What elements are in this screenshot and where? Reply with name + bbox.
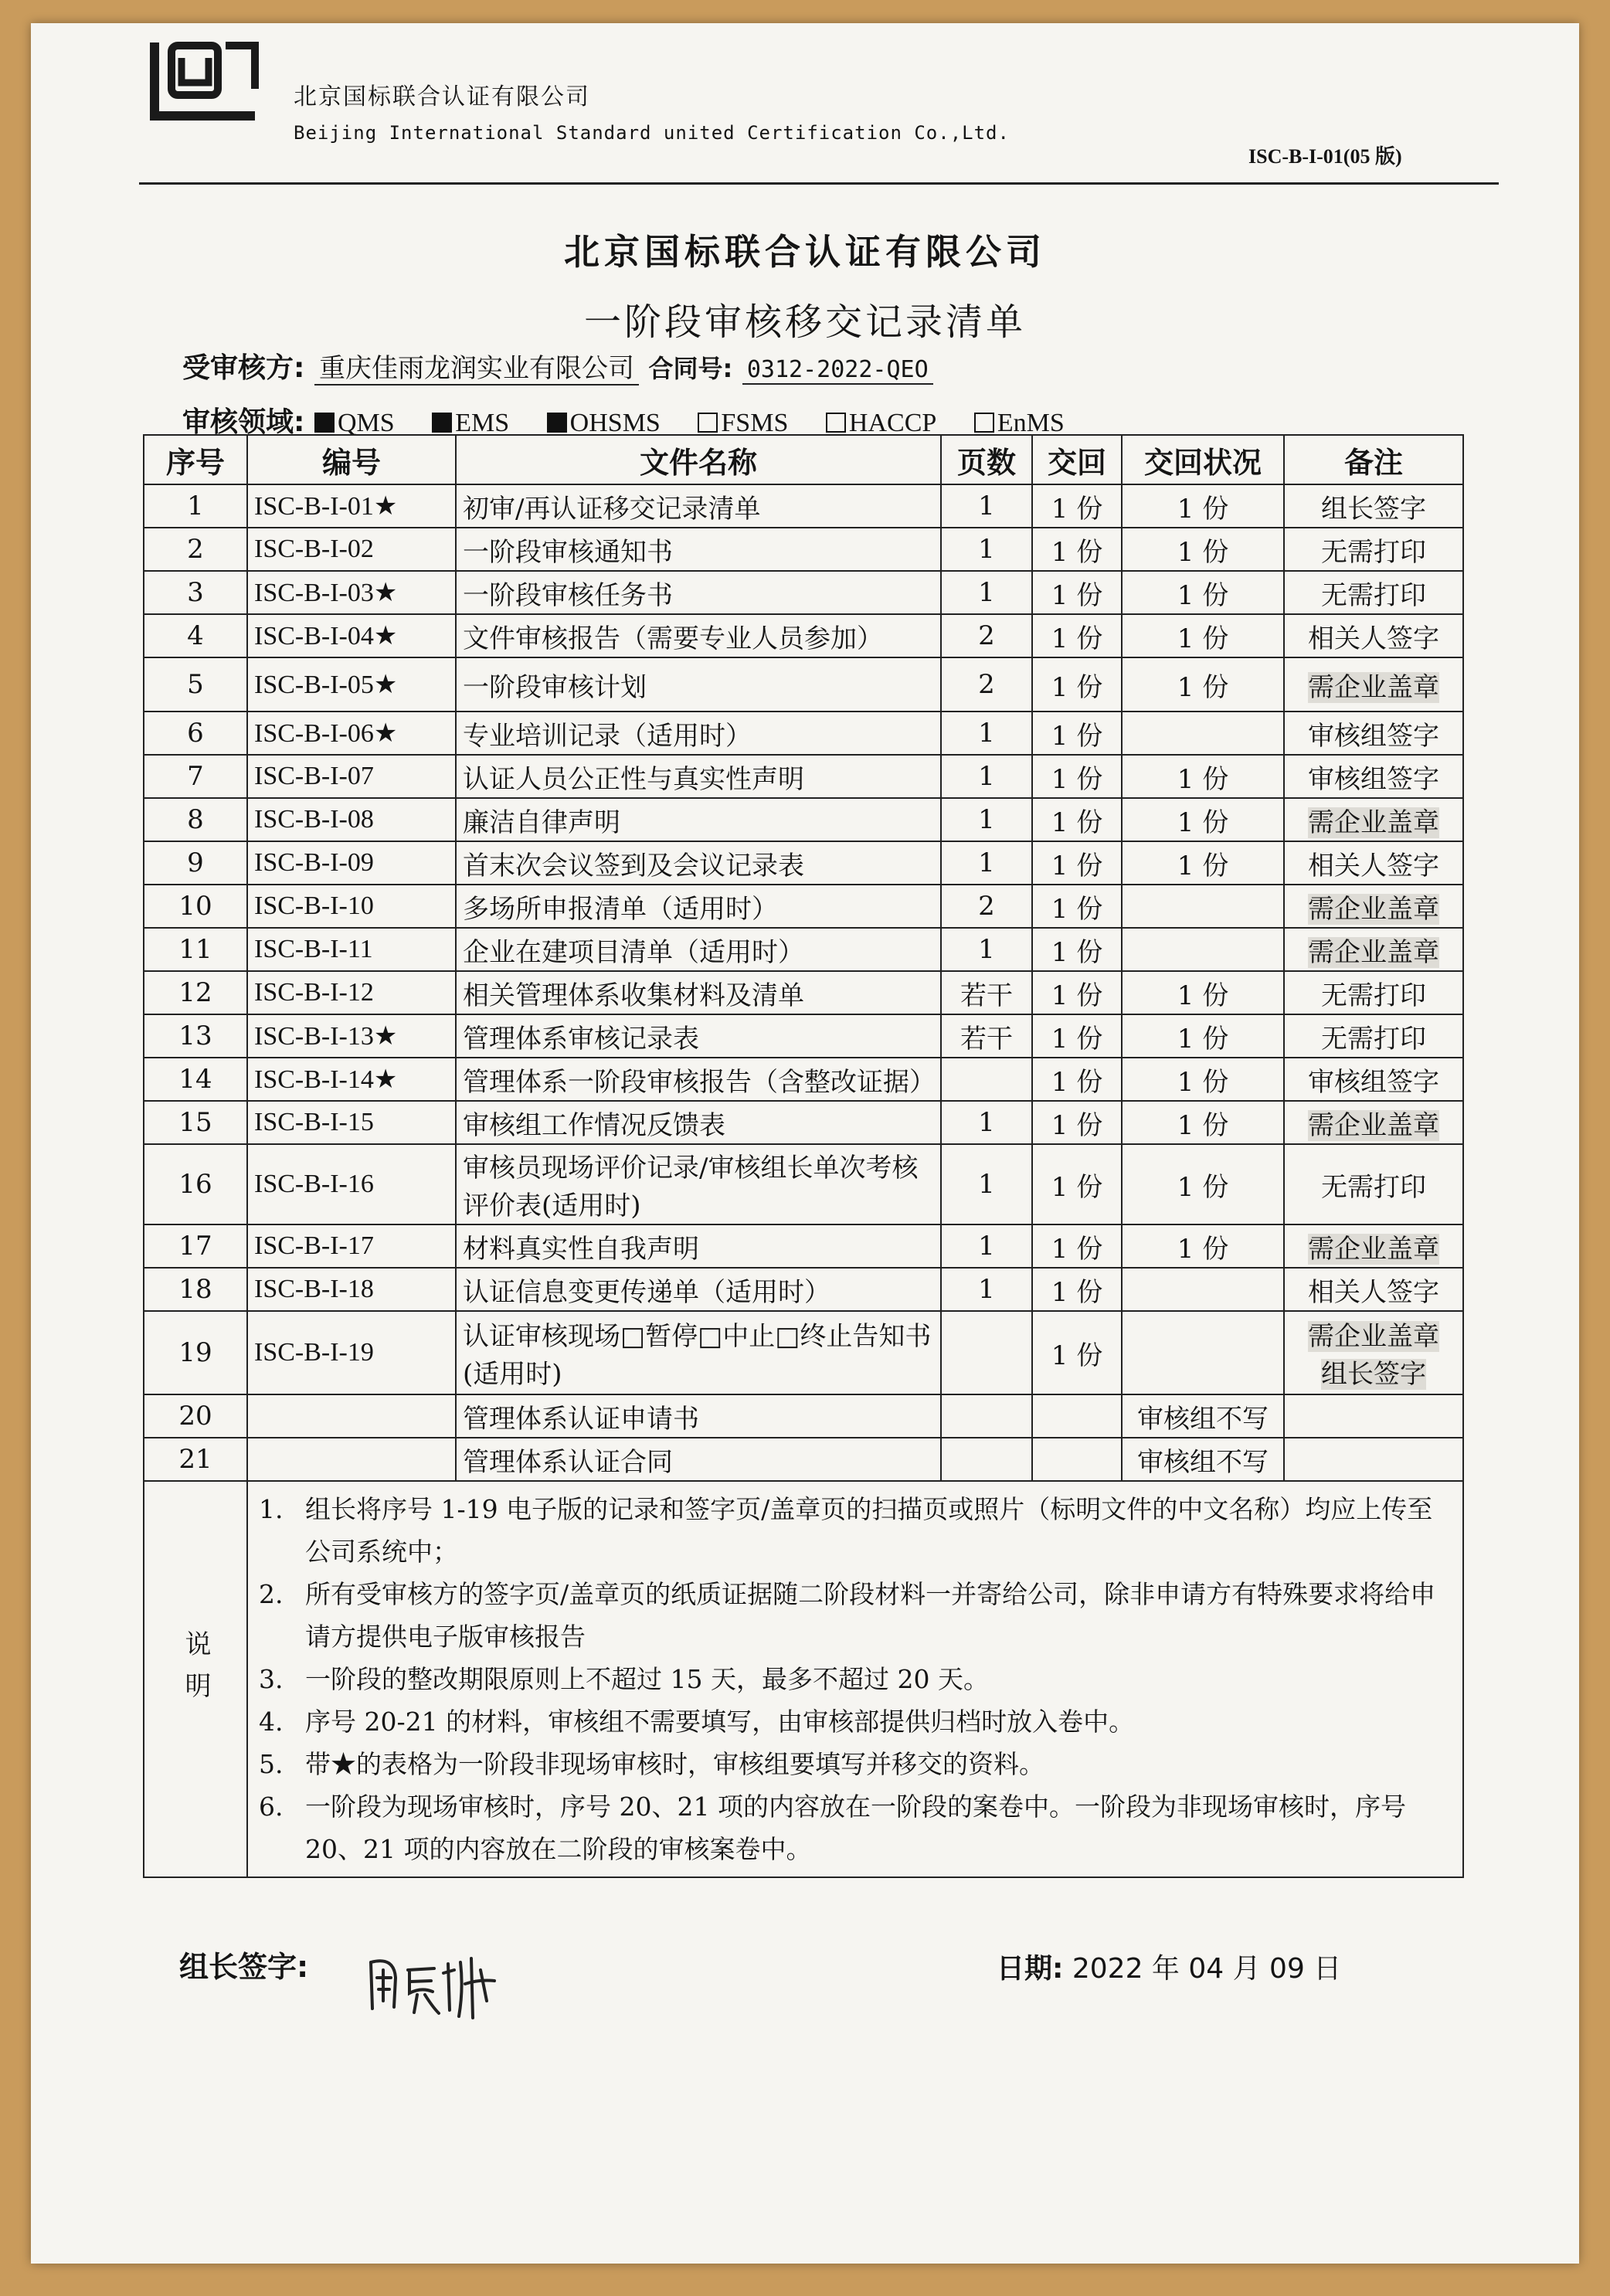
table-row xyxy=(144,712,1463,755)
row-status: 审核组不写 xyxy=(1122,1394,1284,1438)
document-code: ISC-B-I-01(05 版) xyxy=(1248,145,1402,168)
scope-label: 审核领域: xyxy=(182,406,305,438)
row-code: ISC-B-I-16 xyxy=(247,1144,456,1224)
row-pages: 1 xyxy=(941,841,1032,885)
row-code: ISC-B-I-07 xyxy=(247,755,456,798)
row-file-name: 一阶段审核计划 xyxy=(456,657,941,712)
row-note: 需企业盖章 组长签字 xyxy=(1284,1311,1463,1394)
auditee-label: 受审核方: xyxy=(182,352,305,384)
row-return: 1 份 xyxy=(1032,657,1122,712)
note-item: 3. 一阶段的整改期限原则上不超过 15 天，最多不超过 20 天。 xyxy=(259,1664,989,1694)
row-note: 需企业盖章 xyxy=(1284,885,1463,928)
row-pages xyxy=(941,1438,1032,1481)
row-pages: 2 xyxy=(941,657,1032,712)
row-file-name: 审核员现场评价记录/审核组长单次考核评价表(适用时) xyxy=(456,1144,941,1224)
row-number: 10 xyxy=(144,885,247,928)
row-pages: 1 xyxy=(941,798,1032,841)
row-note: 无需打印 xyxy=(1284,571,1463,614)
row-code: ISC-B-I-14★ xyxy=(247,1058,456,1101)
row-status: 1 份 xyxy=(1122,1224,1284,1268)
row-return: 1 份 xyxy=(1032,798,1122,841)
note-item: 5. 带★的表格为一阶段非现场审核时，审核组要填写并移交的资料。 xyxy=(259,1749,1044,1779)
row-file-name: 认证审核现场□暂停□中止□终止告知书(适用时) xyxy=(456,1311,941,1394)
table-row xyxy=(144,571,1463,614)
row-code: ISC-B-I-05★ xyxy=(247,657,456,712)
row-code: ISC-B-I-13★ xyxy=(247,1014,456,1058)
row-pages: 1 xyxy=(941,484,1032,528)
scope-enms: EnMS xyxy=(974,409,1065,438)
row-number: 9 xyxy=(144,841,247,885)
row-code: ISC-B-I-19 xyxy=(247,1311,456,1394)
row-number: 21 xyxy=(144,1438,247,1481)
row-return: 1 份 xyxy=(1032,885,1122,928)
table-row xyxy=(144,1268,1463,1311)
row-return: 1 份 xyxy=(1032,484,1122,528)
row-code: ISC-B-I-04★ xyxy=(247,614,456,657)
row-file-name: 审核组工作情况反馈表 xyxy=(456,1101,941,1144)
row-status: 1 份 xyxy=(1122,798,1284,841)
row-pages: 1 xyxy=(941,928,1032,971)
row-note xyxy=(1284,1394,1463,1438)
table-row xyxy=(144,1144,1463,1224)
col-header-status: 交回状况 xyxy=(1122,435,1284,484)
table-row xyxy=(144,484,1463,528)
row-number: 1 xyxy=(144,484,247,528)
row-note: 需企业盖章 xyxy=(1284,1101,1463,1144)
row-pages: 1 xyxy=(941,712,1032,755)
row-file-name: 认证信息变更传递单（适用时） xyxy=(456,1268,941,1311)
row-file-name: 材料真实性自我声明 xyxy=(456,1224,941,1268)
row-note: 无需打印 xyxy=(1284,971,1463,1014)
col-header-note: 备注 xyxy=(1284,435,1463,484)
leader-signature-label: 组长签字: xyxy=(179,1950,309,1984)
row-note: 无需打印 xyxy=(1284,528,1463,571)
row-code: ISC-B-I-02 xyxy=(247,528,456,571)
note-item: 4. 序号 20-21 的材料，审核组不需要填写，由审核部提供归档时放入卷中。 xyxy=(259,1707,1135,1737)
row-file-name: 企业在建项目清单（适用时） xyxy=(456,928,941,971)
auditee-value: 重庆佳雨龙润实业有限公司 xyxy=(314,353,639,385)
row-note: 需企业盖章 xyxy=(1284,657,1463,712)
row-file-name: 相关管理体系收集材料及清单 xyxy=(456,971,941,1014)
row-file-name: 管理体系认证合同 xyxy=(456,1438,941,1481)
row-return: 1 份 xyxy=(1032,971,1122,1014)
row-file-name: 初审/再认证移交记录清单 xyxy=(456,484,941,528)
page-title: 北京国标联合认证有限公司 xyxy=(564,231,1046,273)
row-file-name: 专业培训记录（适用时） xyxy=(456,712,941,755)
row-note: 相关人签字 xyxy=(1284,1268,1463,1311)
table-row xyxy=(144,1101,1463,1144)
row-pages: 2 xyxy=(941,614,1032,657)
row-number: 15 xyxy=(144,1101,247,1144)
row-return xyxy=(1032,1438,1122,1481)
row-code xyxy=(247,1438,456,1481)
row-number: 12 xyxy=(144,971,247,1014)
row-return: 1 份 xyxy=(1032,571,1122,614)
row-pages: 1 xyxy=(941,1224,1032,1268)
table-row xyxy=(144,798,1463,841)
scope-ohsms: OHSMS xyxy=(547,409,661,438)
row-file-name: 一阶段审核任务书 xyxy=(456,571,941,614)
row-return: 1 份 xyxy=(1032,1144,1122,1224)
row-pages: 1 xyxy=(941,571,1032,614)
table-header-row xyxy=(144,435,1463,484)
checkbox-checked-icon xyxy=(547,413,567,433)
row-pages xyxy=(941,1394,1032,1438)
row-status xyxy=(1122,885,1284,928)
row-return: 1 份 xyxy=(1032,1268,1122,1311)
row-return: 1 份 xyxy=(1032,1058,1122,1101)
company-logo xyxy=(139,35,278,127)
row-code: ISC-B-I-01★ xyxy=(247,484,456,528)
col-header-return: 交回 xyxy=(1032,435,1122,484)
row-note: 审核组签字 xyxy=(1284,755,1463,798)
company-name-en: Beijing International Standard united Certification Co.,Ltd. xyxy=(294,122,1010,144)
row-code: ISC-B-I-08 xyxy=(247,798,456,841)
col-header-code: 编号 xyxy=(247,435,456,484)
row-return: 1 份 xyxy=(1032,928,1122,971)
scope-fsms: FSMS xyxy=(698,409,788,438)
table-row xyxy=(144,1311,1463,1394)
notes-label: 说明 xyxy=(144,1481,247,1877)
row-number: 18 xyxy=(144,1268,247,1311)
col-header-pages: 页数 xyxy=(941,435,1032,484)
table-row xyxy=(144,971,1463,1014)
row-file-name: 管理体系认证申请书 xyxy=(456,1394,941,1438)
row-file-name: 认证人员公正性与真实性声明 xyxy=(456,755,941,798)
row-pages: 1 xyxy=(941,528,1032,571)
row-status: 审核组不写 xyxy=(1122,1438,1284,1481)
row-return: 1 份 xyxy=(1032,712,1122,755)
row-note: 无需打印 xyxy=(1284,1014,1463,1058)
auditee-line xyxy=(182,346,933,385)
row-status: 1 份 xyxy=(1122,614,1284,657)
row-code: ISC-B-I-10 xyxy=(247,885,456,928)
row-return: 1 份 xyxy=(1032,841,1122,885)
row-code: ISC-B-I-11 xyxy=(247,928,456,971)
date-value: 2022 年 04 月 09 日 xyxy=(1072,1953,1342,1985)
row-note: 相关人签字 xyxy=(1284,841,1463,885)
row-file-name: 管理体系一阶段审核报告（含整改证据） xyxy=(456,1058,941,1101)
row-code: ISC-B-I-17 xyxy=(247,1224,456,1268)
row-return xyxy=(1032,1394,1122,1438)
row-status: 1 份 xyxy=(1122,841,1284,885)
table-row xyxy=(144,928,1463,971)
row-note: 需企业盖章 xyxy=(1284,798,1463,841)
col-header-name: 文件名称 xyxy=(456,435,941,484)
row-number: 8 xyxy=(144,798,247,841)
row-file-name: 文件审核报告（需要专业人员参加） xyxy=(456,614,941,657)
row-number: 17 xyxy=(144,1224,247,1268)
note-item: 2. 所有受审核方的签字页/盖章页的纸质证据随二阶段材料一并寄给公司，除非申请方有特殊要求将给申请方提供电子版审核报告 xyxy=(259,1579,1436,1652)
row-status: 1 份 xyxy=(1122,528,1284,571)
row-pages: 1 xyxy=(941,1144,1032,1224)
handwritten-signature xyxy=(363,1947,502,2024)
row-number: 2 xyxy=(144,528,247,571)
row-status: 1 份 xyxy=(1122,1144,1284,1224)
row-code: ISC-B-I-18 xyxy=(247,1268,456,1311)
row-return: 1 份 xyxy=(1032,1224,1122,1268)
row-code: ISC-B-I-03★ xyxy=(247,571,456,614)
checkbox-checked-icon xyxy=(314,413,335,433)
row-file-name: 管理体系审核记录表 xyxy=(456,1014,941,1058)
row-code: ISC-B-I-09 xyxy=(247,841,456,885)
row-number: 20 xyxy=(144,1394,247,1438)
row-pages: 2 xyxy=(941,885,1032,928)
row-status xyxy=(1122,712,1284,755)
table-row xyxy=(144,841,1463,885)
row-code xyxy=(247,1394,456,1438)
table-row xyxy=(144,528,1463,571)
checkbox-empty-icon xyxy=(826,413,846,433)
row-note xyxy=(1284,1438,1463,1481)
row-return: 1 份 xyxy=(1032,1311,1122,1394)
row-file-name: 首末次会议签到及会议记录表 xyxy=(456,841,941,885)
row-number: 13 xyxy=(144,1014,247,1058)
transfer-record-table xyxy=(143,434,1464,1878)
table-row xyxy=(144,755,1463,798)
row-return: 1 份 xyxy=(1032,528,1122,571)
col-header-no: 序号 xyxy=(144,435,247,484)
contract-label: 合同号: xyxy=(648,354,733,383)
row-pages: 1 xyxy=(941,1101,1032,1144)
row-status: 1 份 xyxy=(1122,657,1284,712)
row-note: 相关人签字 xyxy=(1284,614,1463,657)
row-pages: 1 xyxy=(941,1268,1032,1311)
row-note: 审核组签字 xyxy=(1284,1058,1463,1101)
row-pages xyxy=(941,1058,1032,1101)
row-number: 3 xyxy=(144,571,247,614)
row-number: 11 xyxy=(144,928,247,971)
row-note: 无需打印 xyxy=(1284,1144,1463,1224)
row-number: 14 xyxy=(144,1058,247,1101)
row-number: 5 xyxy=(144,657,247,712)
row-pages xyxy=(941,1311,1032,1394)
row-file-name: 多场所申报清单（适用时） xyxy=(456,885,941,928)
company-name-cn: 北京国标联合认证有限公司 xyxy=(294,83,590,110)
row-return: 1 份 xyxy=(1032,755,1122,798)
table-row xyxy=(144,1014,1463,1058)
notes-content xyxy=(247,1481,1463,1877)
table-row xyxy=(144,614,1463,657)
row-return: 1 份 xyxy=(1032,1101,1122,1144)
row-note: 组长签字 xyxy=(1284,484,1463,528)
note-item: 6. 一阶段为现场审核时，序号 20、21 项的内容放在一阶段的案卷中。一阶段为非现场审核时，序号 20、21 项的内容放在二阶段的审核案卷中。 xyxy=(259,1792,1406,1864)
row-status: 1 份 xyxy=(1122,484,1284,528)
table-row xyxy=(144,657,1463,712)
contract-value: 0312-2022-QEO xyxy=(742,356,933,385)
row-status: 1 份 xyxy=(1122,1014,1284,1058)
scope-haccp: HACCP xyxy=(826,409,936,438)
row-number: 4 xyxy=(144,614,247,657)
row-status: 1 份 xyxy=(1122,1058,1284,1101)
row-status: 1 份 xyxy=(1122,971,1284,1014)
row-status xyxy=(1122,1268,1284,1311)
row-number: 7 xyxy=(144,755,247,798)
table-row xyxy=(144,885,1463,928)
row-return: 1 份 xyxy=(1032,1014,1122,1058)
row-file-name: 一阶段审核通知书 xyxy=(456,528,941,571)
row-number: 6 xyxy=(144,712,247,755)
row-status: 1 份 xyxy=(1122,1101,1284,1144)
row-code: ISC-B-I-15 xyxy=(247,1101,456,1144)
table-row xyxy=(144,1438,1463,1481)
date-label: 日期: xyxy=(997,1953,1064,1985)
row-file-name: 廉洁自律声明 xyxy=(456,798,941,841)
checkbox-checked-icon xyxy=(432,413,452,433)
row-code: ISC-B-I-06★ xyxy=(247,712,456,755)
row-number: 16 xyxy=(144,1144,247,1224)
scope-qms: QMS xyxy=(314,409,395,438)
checkbox-empty-icon xyxy=(974,413,994,433)
table-row xyxy=(144,1058,1463,1101)
row-pages: 1 xyxy=(941,755,1032,798)
scope-ems: EMS xyxy=(432,409,509,438)
row-status xyxy=(1122,1311,1284,1394)
row-note: 需企业盖章 xyxy=(1284,928,1463,971)
table-row xyxy=(144,1394,1463,1438)
table-row xyxy=(144,1224,1463,1268)
row-code: ISC-B-I-12 xyxy=(247,971,456,1014)
row-pages: 若干 xyxy=(941,971,1032,1014)
row-status xyxy=(1122,928,1284,971)
row-note: 审核组签字 xyxy=(1284,712,1463,755)
page-subtitle: 一阶段审核移交记录清单 xyxy=(583,301,1026,344)
row-return: 1 份 xyxy=(1032,614,1122,657)
date-line xyxy=(997,1947,1341,1986)
checkbox-empty-icon xyxy=(698,413,718,433)
row-status: 1 份 xyxy=(1122,571,1284,614)
note-item: 1. 组长将序号 1-19 电子版的记录和签字页/盖章页的扫描页或照片（标明文件的中文名称）均应上传至公司系统中； xyxy=(259,1494,1433,1567)
header-divider xyxy=(139,182,1499,185)
notes-row xyxy=(144,1481,1463,1877)
row-number: 19 xyxy=(144,1311,247,1394)
row-note: 需企业盖章 xyxy=(1284,1224,1463,1268)
row-pages: 若干 xyxy=(941,1014,1032,1058)
row-status: 1 份 xyxy=(1122,755,1284,798)
